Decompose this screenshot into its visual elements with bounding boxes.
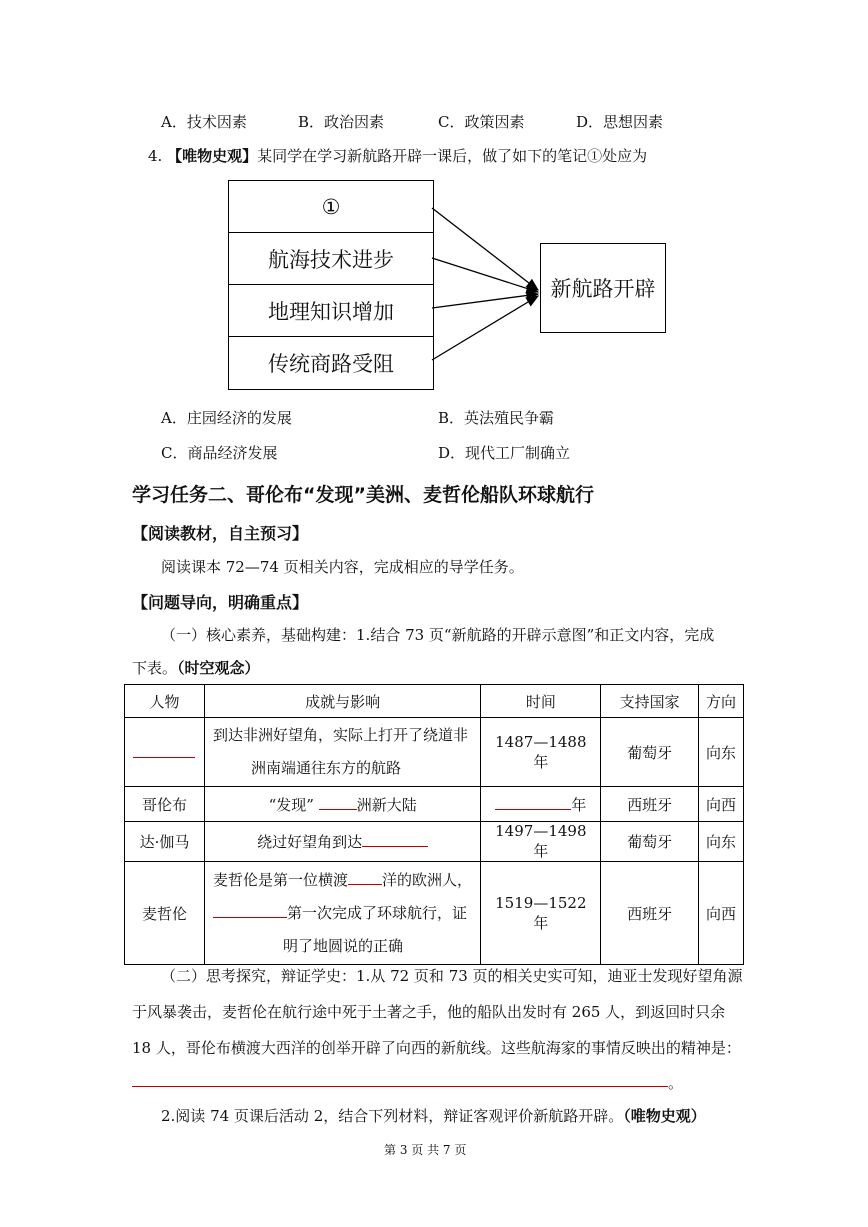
part1-tag: （时空观念） xyxy=(177,659,260,677)
part2-line3: 18 人，哥伦布横渡大西洋的创举开辟了向西的新航线。这些航海家的事情反映出的精神是： xyxy=(132,1039,741,1057)
q3-option-c: C．政策因素 xyxy=(438,113,525,131)
achievement-cell xyxy=(204,862,480,965)
achievement-text: 洋的欧洲人， xyxy=(381,870,472,889)
q4-option-c: C．商品经济发展 xyxy=(161,444,278,462)
achievement-line xyxy=(213,864,474,897)
table-row xyxy=(125,822,744,862)
navigators-table xyxy=(124,684,744,965)
achievement-line: 到达非洲好望角，实际上打开了绕道非 xyxy=(212,726,468,744)
year-suffix: 年 xyxy=(571,795,587,814)
q4-option-b: B．英法殖民争霸 xyxy=(438,409,555,427)
achievement-text: 麦哲伦是第一位横渡 xyxy=(212,870,348,889)
read-heading: 【阅读教材，自主预习】 xyxy=(132,524,309,543)
person-blank[interactable] xyxy=(133,743,195,758)
achievement-text: 第一次完成了环球航行，证 xyxy=(286,903,467,922)
cause-4: 传统商路受阻 xyxy=(268,351,394,376)
achievement-line: 明了地圆说的正确 xyxy=(282,936,403,955)
achievement-cell xyxy=(204,787,480,822)
cause-2: 航海技术进步 xyxy=(229,233,433,285)
achievement-text: “发现” xyxy=(268,795,314,814)
header-time: 时间 xyxy=(481,685,601,718)
ocean-blank[interactable] xyxy=(348,870,382,885)
spirit-answer-blank[interactable] xyxy=(132,1086,668,1087)
q3-option-b: B．政治因素 xyxy=(298,113,385,131)
country-cell: 葡萄牙 xyxy=(601,718,699,787)
direction-cell: 向东 xyxy=(699,822,744,862)
year-blank[interactable] xyxy=(495,795,571,810)
direction-cell: 向西 xyxy=(699,862,744,965)
header-achievement: 成就与影响 xyxy=(204,685,480,718)
result-box: 新航路开辟 xyxy=(540,243,666,333)
header-country: 支持国家 xyxy=(601,685,699,718)
table-row xyxy=(125,718,744,787)
q3-option-a: A．技术因素 xyxy=(161,113,247,131)
cause-1: ① xyxy=(229,181,433,233)
country-cell: 葡萄牙 xyxy=(601,822,699,862)
achievement-cell xyxy=(204,822,480,862)
person-blank-cell xyxy=(125,718,205,787)
part1-line1: （一）核心素养，基础构建：1.结合 73 页“新航路的开辟示意图”和正文内容，完成 xyxy=(161,626,715,644)
part2-line2: 于风暴袭击，麦哲伦在航行途中死于土著之手，他的船队出发时有 265 人，到返回时只余 xyxy=(132,1003,726,1021)
achievement-line: 洲南端通往东方的航路 xyxy=(250,759,401,777)
q4-option-a: A．庄园经济的发展 xyxy=(161,409,292,427)
direction-cell: 向西 xyxy=(699,787,744,822)
q4-option-d: D．现代工厂制确立 xyxy=(438,444,571,462)
time-cell: 1497—1498 年 xyxy=(481,822,601,862)
answer-end-mark: 。 xyxy=(668,1074,684,1092)
table-row xyxy=(125,787,744,822)
q4-stem xyxy=(148,145,647,166)
header-direction: 方向 xyxy=(699,685,744,718)
country-cell: 西班牙 xyxy=(601,862,699,965)
q4-number: 4. xyxy=(148,147,163,165)
q4-tag: 【唯物史观】 xyxy=(167,147,258,165)
cause-3: 地理知识增加 xyxy=(229,285,433,337)
table-row xyxy=(125,862,744,965)
guide-heading: 【问题导向，明确重点】 xyxy=(132,593,309,612)
time-cell xyxy=(481,787,601,822)
continent-blank[interactable] xyxy=(319,795,357,810)
person-cell: 哥伦布 xyxy=(125,787,205,822)
achievement-text: 绕过好望角到达 xyxy=(257,833,363,851)
part2-q2-text: 2.阅读 74 页课后活动 2，结合下列材料，辩证客观评价新航路开辟。 xyxy=(161,1107,624,1125)
achievement-text: 洲新大陆 xyxy=(356,795,417,814)
diagram-arrows xyxy=(430,200,545,380)
table-header-row xyxy=(125,685,744,718)
time-cell: 1487—1488 年 xyxy=(481,718,601,787)
header-person: 人物 xyxy=(125,685,205,718)
achievement-cell xyxy=(204,718,480,787)
time-cell: 1519—1522 年 xyxy=(481,862,601,965)
task2-title: 学习任务二、哥伦布“发现”美洲、麦哲伦船队环球航行 xyxy=(132,484,594,506)
person-cell: 达·伽马 xyxy=(125,822,205,862)
fleet-blank[interactable] xyxy=(213,903,287,918)
direction-cell: 向东 xyxy=(699,718,744,787)
achievement-line xyxy=(213,897,474,930)
q4-stem-text: 某同学在学习新航路开辟一课后，做了如下的笔记①处应为 xyxy=(257,147,648,165)
read-text: 阅读课本 72—74 页相关内容，完成相应的导学任务。 xyxy=(161,558,524,576)
part2-line1: （二）思考探究，辩证学史：1.从 72 页和 73 页的相关史实可知，迪亚士发现好望角源 xyxy=(161,967,743,985)
country-cell: 西班牙 xyxy=(601,787,699,822)
page-footer: 第 3 页 共 7 页 xyxy=(384,1143,467,1157)
part2-q2-tag: （唯物史观） xyxy=(623,1107,706,1125)
destination-blank[interactable] xyxy=(362,832,428,847)
person-cell: 麦哲伦 xyxy=(125,862,205,965)
part2-q2 xyxy=(161,1105,706,1126)
part1-line2 xyxy=(132,657,260,678)
q3-option-d: D．思想因素 xyxy=(576,113,664,131)
causes-diagram-box xyxy=(228,180,434,390)
part1-line2-text: 下表。 xyxy=(132,659,178,677)
